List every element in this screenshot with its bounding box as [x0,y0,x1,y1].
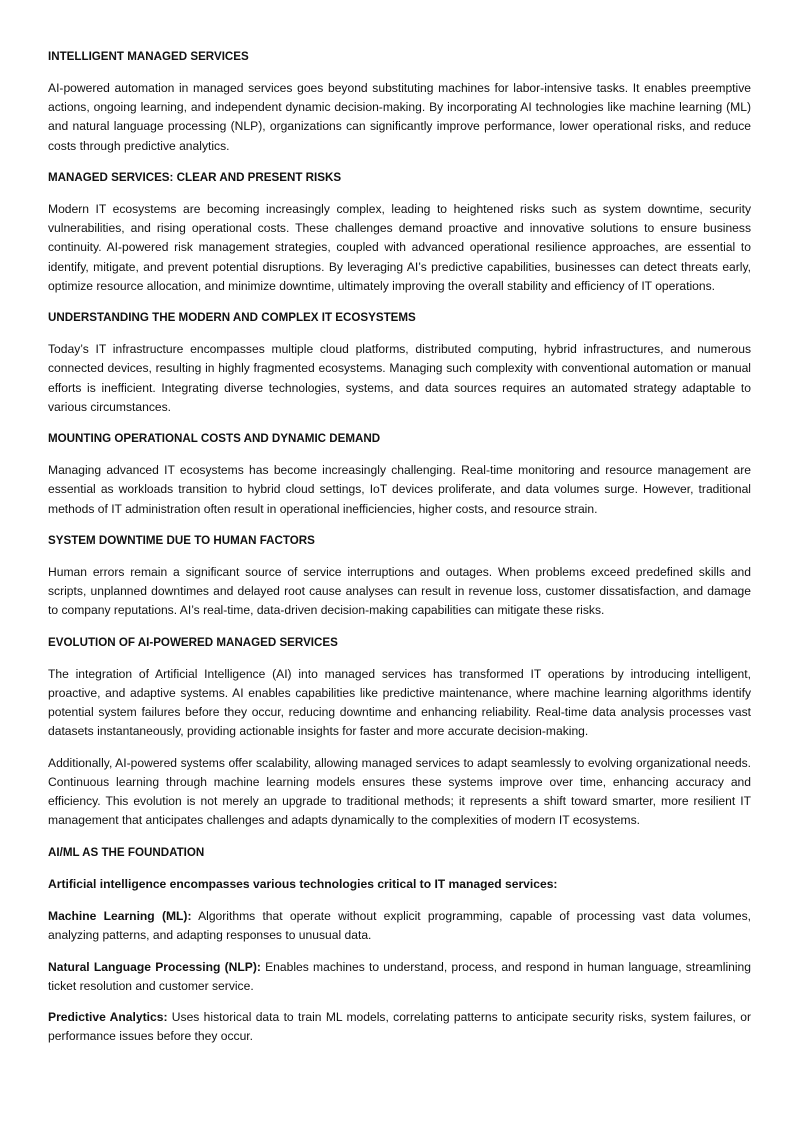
definition-text: Algorithms that operate without explicit programming, capable of processing vast data volumes, analyzing patterns, and adapting responses to unusual data. [48,909,752,943]
section-heading: MANAGED SERVICES: CLEAR AND PRESENT RISKS [48,171,342,184]
definition-item [48,907,751,945]
body-paragraph: Managing advanced IT ecosystems has become increasingly challenging. Real-time monitoring and resource management are essential as workloads transition to hybrid cloud settings, IoT devices proliferate, and data volumes surge. However, traditional methods of IT administration often result in operational inefficiencies, higher costs, and resource strain. [48,463,751,516]
section-heading: MOUNTING OPERATIONAL COSTS AND DYNAMIC DEMAND [48,432,381,446]
body-paragraph: Additionally, AI-powered systems offer scalability, allowing managed services to adapt seamlessly to evolving organizational needs. Continuous learning through machine learning models ensures these systems improve over time, enhancing accuracy and efficiency. This evolution is not merely an upgrade to traditional methods; it represents a shift toward smarter, more resilient IT management that anticipates challenges and adapts dynamically to the complexities of modern IT ecosystems. [48,755,751,828]
section-heading: INTELLIGENT MANAGED SERVICES [48,50,249,63]
section-heading: AI/ML AS THE FOUNDATION [48,845,205,859]
body-paragraph: Modern IT ecosystems are becoming increasingly complex, leading to heightened risks such as system downtime, security vulnerabilities, and rising operational costs. These challenges demand proactive and innovative solutions to ensure business continuity. AI-powered risk management strategies, coupled with advanced operational resilience approaches, are essential to identify, mitigate, and prevent potential disruptions. By leveraging AI’s predictive capabilities, businesses can detect threats early, optimize resource allocation, and minimize downtime, ultimately improving the overall stability and efficiency of IT operations. [48,202,751,293]
definition-text: Enables machines to understand, process, and respond in human language, streamlining ticket resolution and customer service. [48,959,751,993]
definition-term: Machine Learning (ML): [48,909,192,923]
body-paragraph: AI-powered automation in managed services goes beyond substituting machines for labor-intensive tasks. It enables preemptive actions, ongoing learning, and independent dynamic decision-making. By incorporating AI technologies like machine learning (ML) and natural language processing (NLP), organizations can significantly improve performance, lower operational risks, and reduce costs through predictive analytics. [48,81,751,153]
body-paragraph: Today’s IT infrastructure encompasses multiple cloud platforms, distributed computing, hybrid infrastructures, and numerous connected devices, resulting in highly fragmented ecosystems. Managing such complexity with conventional automation or manual efforts is inefficient. Integrating diverse technologies, systems, and data sources requires an automated strategy adaptable to various circumstances. [48,342,751,414]
section-heading: EVOLUTION OF AI-POWERED MANAGED SERVICES [48,635,338,649]
definition-item [48,958,751,996]
body-paragraph: The integration of Artificial Intelligence (AI) into managed services has transformed IT operations by introducing intelligent, proactive, and adaptive systems. AI enables capabilities like predictive maintenance, where machine learning algorithms identify potential system failures before they occur, reducing downtime and enhancing reliability. Real-time data analysis processes vast datasets instantaneously, providing actionable insights for faster and more accurate decision-making. [48,666,751,739]
lead-sentence: Artificial intelligence encompasses various technologies critical to IT managed services: [48,876,558,891]
definition-term: Predictive Analytics: [48,1010,168,1025]
body-paragraph: Human errors remain a significant source of service interruptions and outages. When problems exceed predefined skills and scripts, unplanned downtimes and delayed root cause analyses can result in revenue loss, customer dissatisfaction, and damage to company reputations. AI’s real-time, data-driven decision-making capabilities can mitigate these risks. [48,565,751,618]
definition-text: Uses historical data to train ML models, correlating patterns to anticipate security risks, system failures, or performance issues before they occur. [48,1010,751,1044]
definition-term: Natural Language Processing (NLP): [48,959,261,974]
section-heading: UNDERSTANDING THE MODERN AND COMPLEX IT ECOSYSTEMS [48,311,416,325]
section-heading: SYSTEM DOWNTIME DUE TO HUMAN FACTORS [48,534,315,547]
definition-item [48,1008,751,1046]
